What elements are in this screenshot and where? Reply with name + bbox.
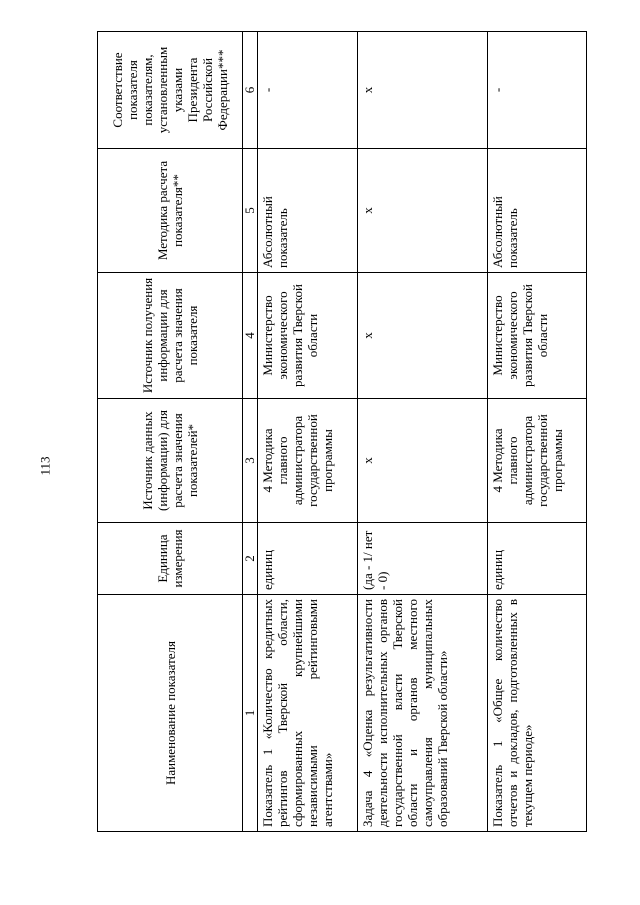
column-number: 1	[243, 595, 258, 832]
header-unit: Единица измерения	[98, 523, 243, 595]
task-unit: (да - 1/ нет - 0)	[358, 523, 488, 595]
rotated-table-frame	[97, 32, 587, 832]
header-row	[98, 32, 243, 832]
indicator-info-source: Министерство экономического развития Тверской области	[488, 273, 587, 399]
column-number: 5	[243, 149, 258, 273]
header-compliance: Соответствие показателя показателям, установленным указами Президента Российской Федерации***	[98, 32, 243, 149]
header-method: Методика расчета показателя**	[98, 149, 243, 273]
column-number: 3	[243, 399, 258, 523]
header-name: Наименование показателя	[98, 595, 243, 832]
column-number: 4	[243, 273, 258, 399]
indicator-name: Показатель 1 «Количество кредитных рейтингов Тверской области, сформированных крупнейшими независимыми рейтинговыми агентствами»	[258, 595, 358, 832]
indicator-name: Показатель 1 «Общее количество отчетов и докладов, подготовленных в текущем периоде»	[488, 595, 587, 832]
indicator-unit: единиц	[488, 523, 587, 595]
task-data-source: x	[358, 399, 488, 523]
task-info-source: x	[358, 273, 488, 399]
indicators-table	[97, 31, 587, 832]
page-number: 113	[37, 456, 53, 476]
table-row	[258, 32, 358, 832]
table-row	[488, 32, 587, 832]
column-number: 2	[243, 523, 258, 595]
header-data-source: Источник данных (информации) для расчета значения показателей*	[98, 399, 243, 523]
table-row	[358, 32, 488, 832]
indicator-compliance: -	[258, 32, 358, 149]
indicator-compliance: -	[488, 32, 587, 149]
header-info-source: Источник получения информации для расчета значения показателя	[98, 273, 243, 399]
column-number: 6	[243, 32, 258, 149]
indicator-unit: единиц	[258, 523, 358, 595]
column-number-row	[243, 32, 258, 832]
task-name: Задача 4 «Оценка результативности деятельности исполнительных органов государственной власти Тверской области и органов местного самоуправления муниципальных образований Тверской области»	[358, 595, 488, 832]
rotated-table-content	[97, 32, 587, 832]
task-compliance: x	[358, 32, 488, 149]
indicator-method: Абсолютный показатель	[488, 149, 587, 273]
indicator-data-source: 4 Методика главного администратора государственной программы	[488, 399, 587, 523]
indicator-method: Абсолютный показатель	[258, 149, 358, 273]
indicator-info-source: Министерство экономического развития Тверской области	[258, 273, 358, 399]
task-method: x	[358, 149, 488, 273]
indicator-data-source: 4 Методика главного администратора государственной программы	[258, 399, 358, 523]
